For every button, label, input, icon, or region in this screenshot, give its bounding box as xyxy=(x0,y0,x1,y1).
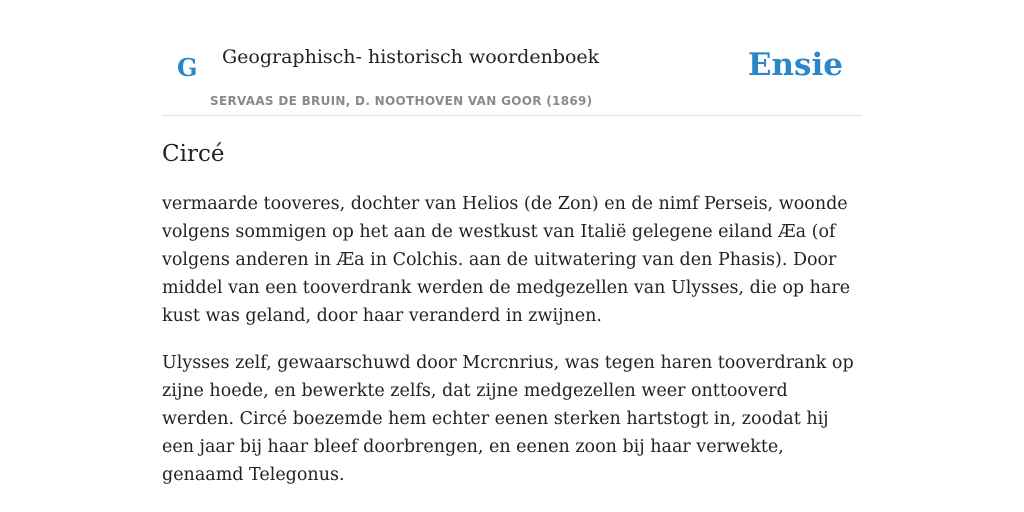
entry-title: Circé xyxy=(162,141,225,167)
dictionary-title[interactable]: Geographisch- historisch woordenboek xyxy=(222,46,600,68)
page-container xyxy=(162,0,862,489)
dictionary-header xyxy=(162,0,862,116)
dictionary-author: SERVAAS DE BRUIN, D. NOOTHOVEN VAN GOOR (1869) xyxy=(210,94,593,108)
ensie-brand-logo[interactable]: Ensie xyxy=(747,47,843,83)
entry-paragraph: vermaarde tooveres, dochter van Helios (de Zon) en de nimf Perseis, woonde volgens sommigen op het aan de westkust van Italië gelegene eiland Æa (of volgens anderen in Æa in Colchis. aan de uitwatering van den Phasis). Door middel van een tooverdrank werden de medgezellen van Ulysses, die op hare kust was geland, door haar veranderd in zwijnen. xyxy=(162,193,851,326)
entry-paragraph: Ulysses zelf, gewaarschuwd door Mcrcnrius, was tegen haren tooverdrank op zijne hoede, en bewerkte zelfs, dat zijne medgezellen weer onttooverd werden. Circé boezemde hem echter eenen sterken hartstogt in, zoodat hij een jaar bij haar bleef doorbrengen, en eenen zoon bij haar verwekte, genaamd Telegonus. xyxy=(162,352,854,485)
dictionary-logo-icon[interactable]: G xyxy=(177,53,198,82)
